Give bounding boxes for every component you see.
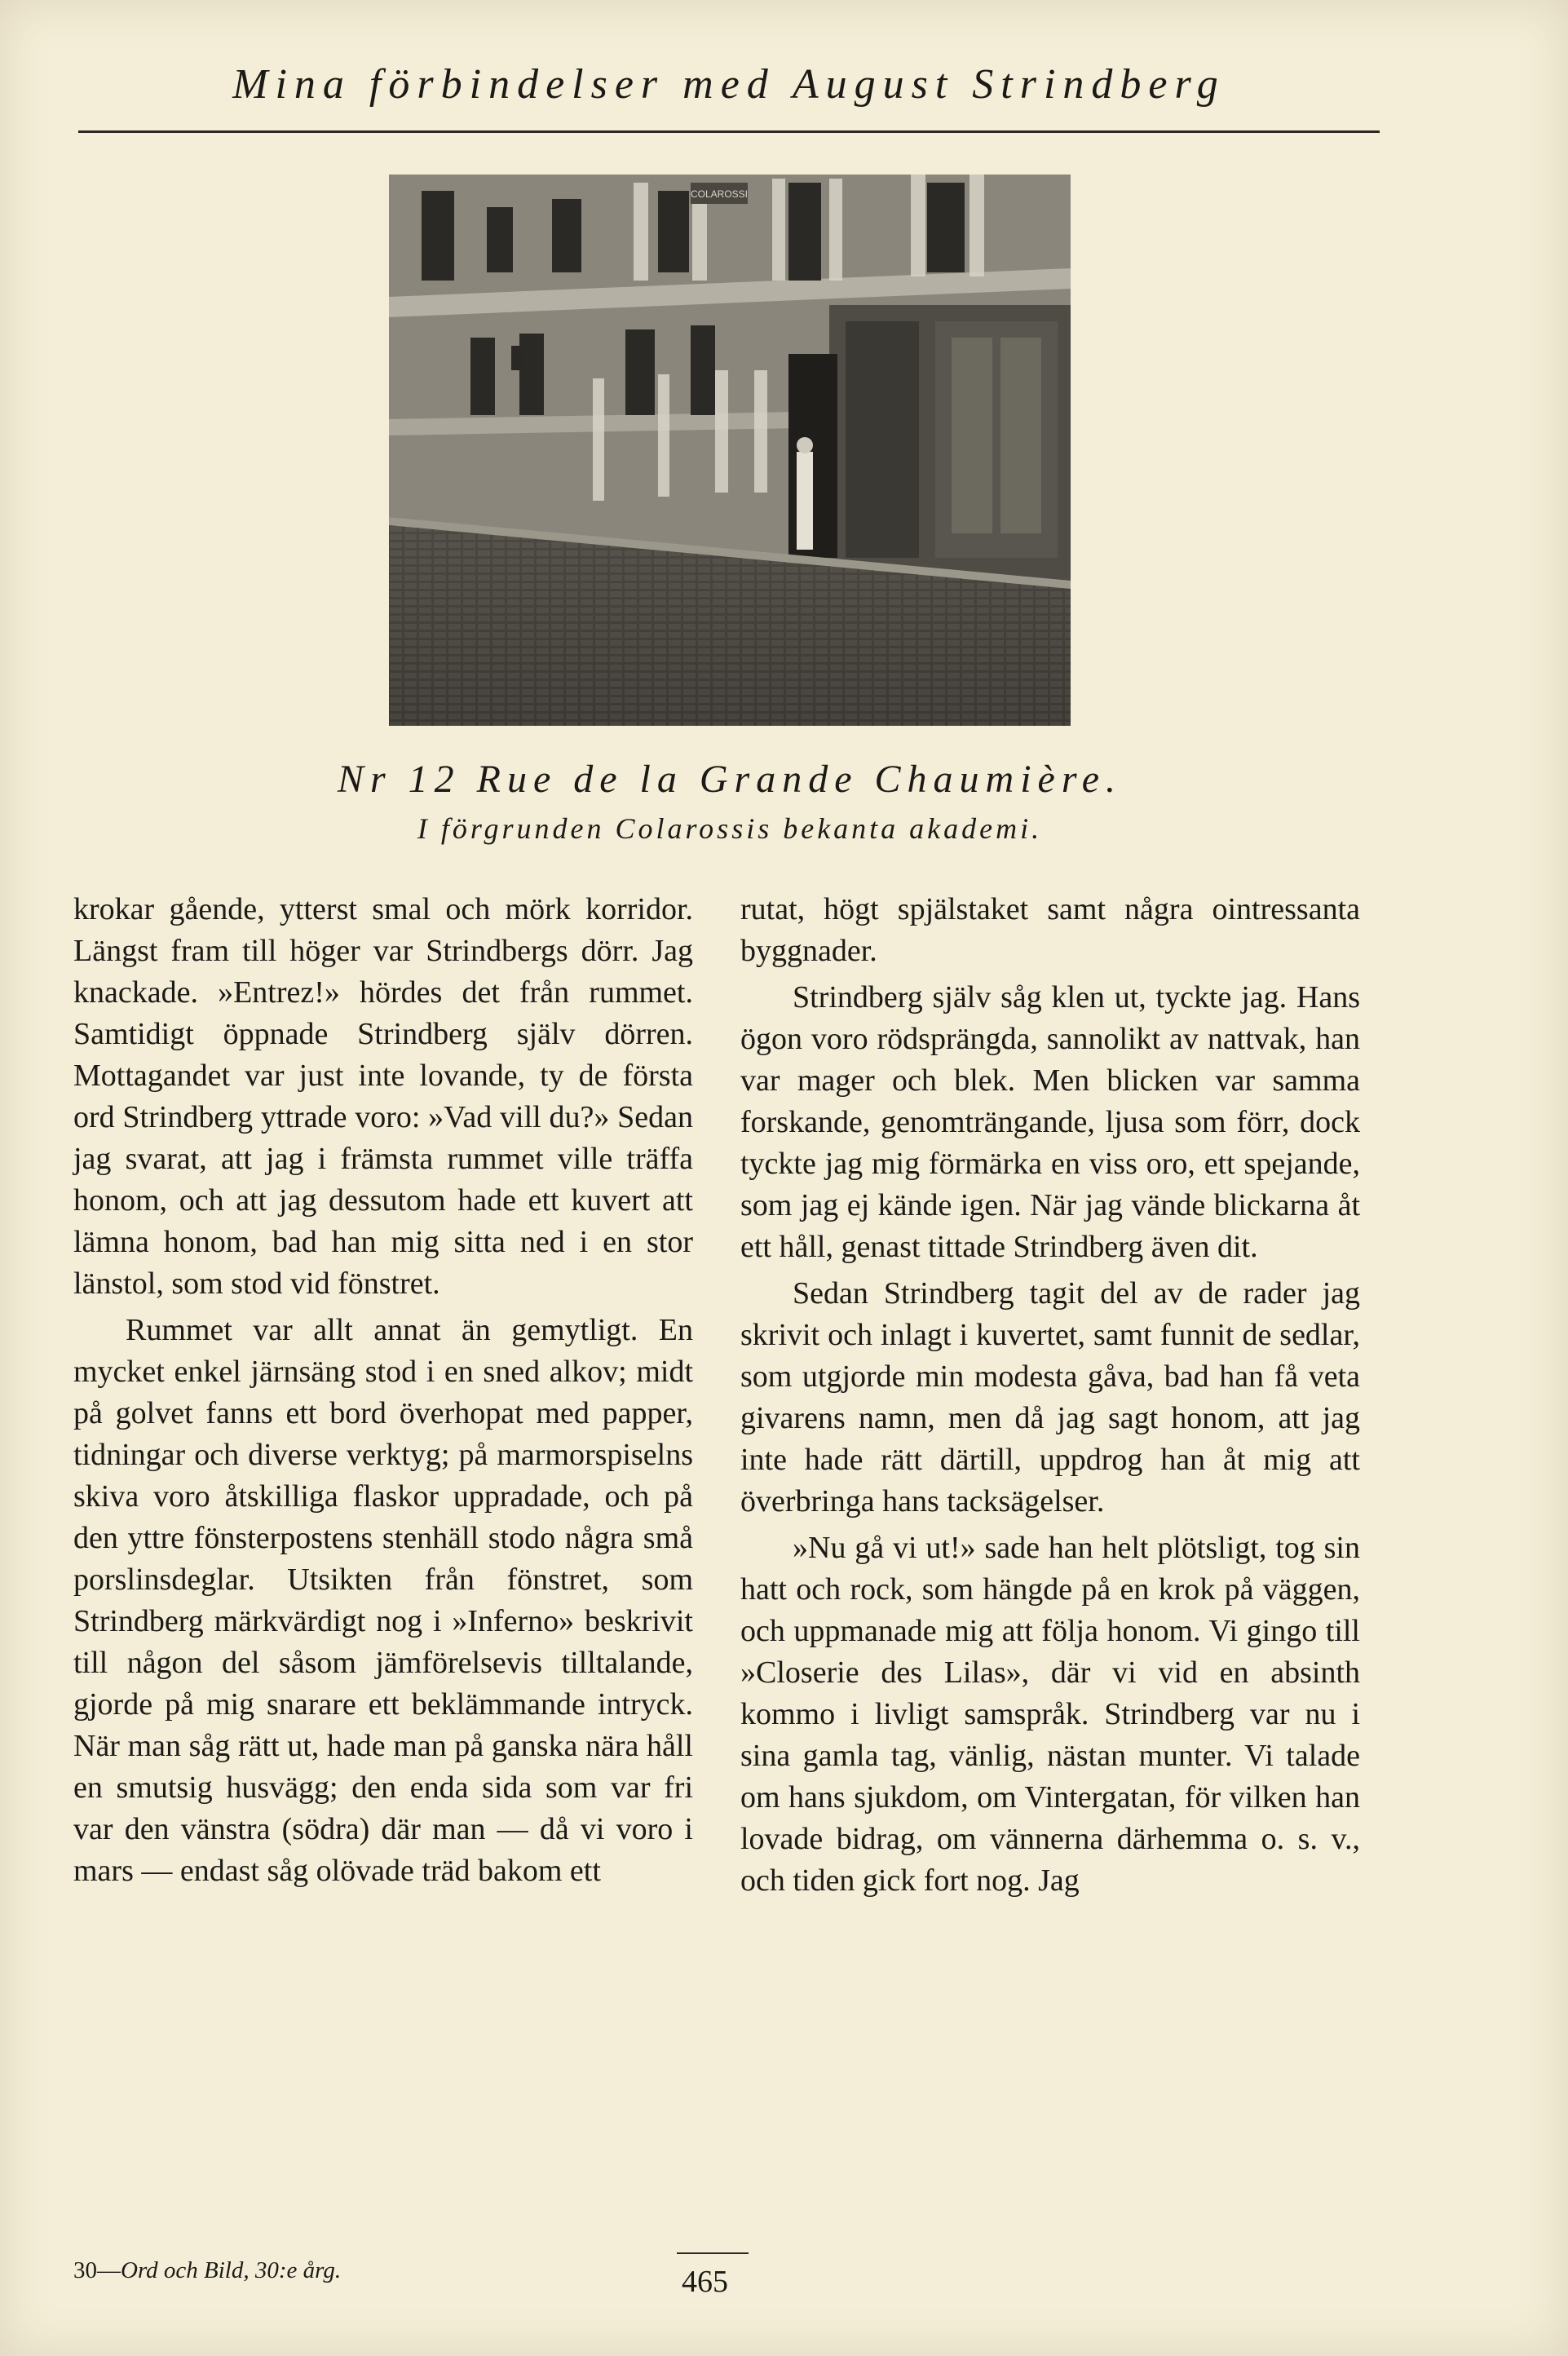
signature-line: [73, 2257, 341, 2284]
shop-sign: COLAROSSI: [690, 188, 749, 200]
street-photograph: [389, 175, 1071, 726]
figure-caption-line1: Nr 12 Rue de la Grande Chaumière.: [337, 758, 1123, 801]
paragraph: Sedan Strindberg tagit del av de rader jag skrivit och inlagt i kuvertet, samt funnit de sedlar, som utgjorde min modesta gåva, bad han få veta givarens namn, men då jag sagt honom, att jag inte hade rätt därtill, uppdrog han åt mig att överbringa hans tacksägelser.: [740, 1276, 1360, 1518]
paragraph: »Nu gå vi ut!» sade han helt plötsligt, tog sin hatt och rock, som hängde på en krok på väggen, och uppmanade mig att följa honom. Vi gingo till »Closerie des Lilas», där vi vid en absinth kommo i livligt samspråk. Strindberg var nu i sina gamla tag, vänlig, nästan munter. Vi talade om hans sjukdom, om Vintergatan, för vilken han lovade bidrag, om vännerna därhemma o. s. v., och tiden gick fort nog. Jag: [740, 1531, 1360, 1898]
signature-number: 30—: [73, 2257, 121, 2283]
right-column: [740, 889, 1360, 1907]
paragraph: Strindberg själv såg klen ut, tyckte jag. Hans ögon voro rödsprängda, sannolikt av nattvak, han var mager och blek. Men blicken var samma forskande, genomträngande, ljusa som förr, dock tyckte jag mig förmärka en viss oro, ett spejande, som jag ej kände igen. När jag vände blickarna åt ett håll, genast tittade Strindberg även dit.: [740, 980, 1360, 1264]
left-column: [73, 889, 693, 1897]
photo-drawing: [389, 175, 1071, 726]
paragraph: Rummet var allt annat än gemytligt. En mycket enkel järnsäng stod i en sned alkov; midt på golvet fanns ett bord överhopat med papper, tidningar och diverse verktyg; på marmorspiselns skiva voro åtskilliga flaskor uppradade, och på den yttre fönsterpostens stenhäll stodo några små porslinsdeglar. Utsikten från fönstret, som Strindberg märkvärdigt nog i »Inferno» beskrivit till någon del såsom jämförelsevis tilltalande, gjorde på mig snarare ett beklämmande intryck. När man såg rätt ut, hade man på ganska nära håll en smutsig husvägg; den enda sida som var fri var den vänstra (södra) där man — då vi voro i mars — endast såg olövade träd bakom ett: [73, 1313, 693, 1888]
running-title: Mina förbindelser med August Strindberg: [232, 61, 1226, 108]
figure-caption-line2: I förgrunden Colarossis bekanta akademi.: [417, 812, 1043, 845]
page-number: 465: [682, 2265, 728, 2299]
paragraph: krokar gående, ytterst smal och mörk korridor. Längst fram till höger var Strindbergs dörr. Jag knackade. »Entrez!» hördes det från rummet. Samtidigt öppnade Strindberg själv dörren. Mottagandet var just inte lovande, ty de första ord Strindberg yttrade voro: »Vad vill du?» Sedan jag svarat, att jag i främsta rummet ville träffa honom, och att jag dessutom hade ett kuvert att lämna honom, bad han mig sitta ned i en stor länstol, som stod vid fönstret.: [73, 892, 693, 1301]
paragraph: rutat, högt spjälstaket samt några ointressanta byggnader.: [740, 892, 1360, 968]
folio-rule: [677, 2252, 749, 2254]
signature-title: Ord och Bild, 30:e årg.: [121, 2257, 342, 2283]
header-rule: [78, 130, 1380, 133]
